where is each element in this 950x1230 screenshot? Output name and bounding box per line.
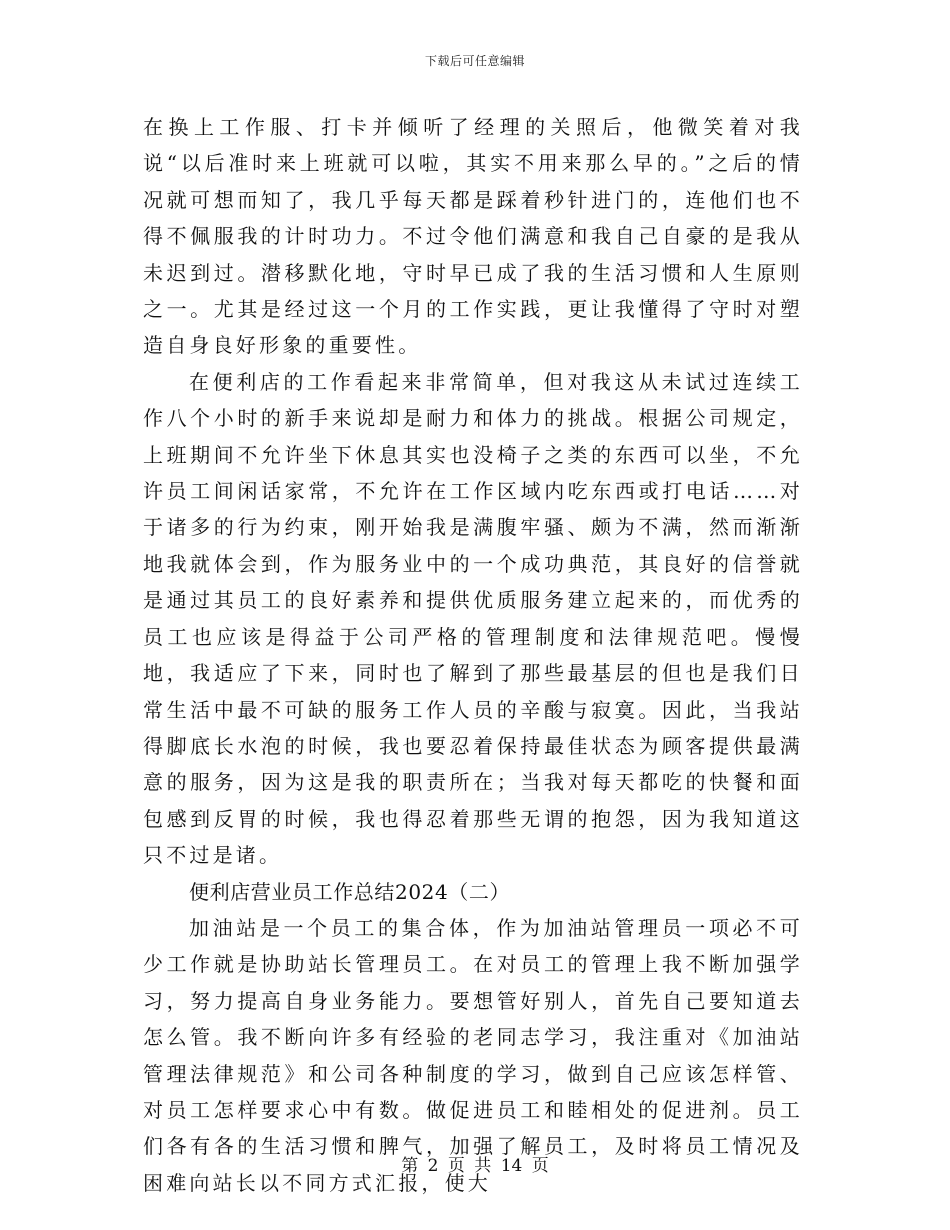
section-heading: 便利店营业员工作总结2024（二） xyxy=(189,879,511,904)
page-number: 第 2 页 共 14 页 xyxy=(401,1156,549,1176)
paragraph-3: 加油站是一个员工的集合体，作为加油站管理员一项必不可少工作就是协助站长管理员工。在对员工的管理上我不断加强学习，努力提高自身业务能力。要想管好别人，首先自己要知道去怎么管。我不断向许多有经验的老同志学习，我注重对《加油站管理法律规范》和公司各种制度的学习，做到自己应该怎样管、对员工怎样要求心中有数。做促进员工和睦相处的促进剂。员工们各有各的生活习惯和脾气，加强了解员工，及时将员工情况及困难向站长以不同方式汇报，使大 xyxy=(143,915,803,1195)
document-body xyxy=(143,109,803,1201)
paragraph-2: 在便利店的工作看起来非常简单，但对我这从未试过连续工作八个小时的新手来说却是耐力和体力的挑战。根据公司规定，上班期间不允许坐下休息其实也没椅子之类的东西可以坐，不允许员工间闲话家常，不允许在工作区域内吃东西或打电话……对于诸多的行为约束，刚开始我是满腹牢骚、颇为不满，然而渐渐地我就体会到，作为服务业中的一个成功典范，其良好的信誉就是通过其员工的良好素养和提供优质服务建立起来的，而优秀的员工也应该是得益于公司严格的管理制度和法律规范吧。慢慢地，我适应了下来，同时也了解到了那些最基层的但也是我们日常生活中最不可缺的服务工作人员的辛酸与寂寞。因此，当我站得脚底长水泡的时候，我也要忍着保持最佳状态为顾客提供最满意的服务，因为这是我的职责所在；当我对每天都吃的快餐和面包感到反胃的时候，我也得忍着那些无谓的抱怨，因为我知道这只不过是诸。 xyxy=(143,369,803,868)
paragraph-1: 在换上工作服、打卡并倾听了经理的关照后，他微笑着对我说“以后准时来上班就可以啦，其实不用来那么早的。”之后的情况就可想而知了，我几乎每天都是踩着秒针进门的，连他们也不得不佩服我的计时功力。不过令他们满意和我自己自豪的是我从未迟到过。潜移默化地，守时早已成了我的生活习惯和人生原则之一。尤其是经过这一个月的工作实践，更让我懂得了守时对塑造自身良好形象的重要性。 xyxy=(143,115,803,358)
page-header-note: 下载后可任意编辑 xyxy=(424,54,525,68)
